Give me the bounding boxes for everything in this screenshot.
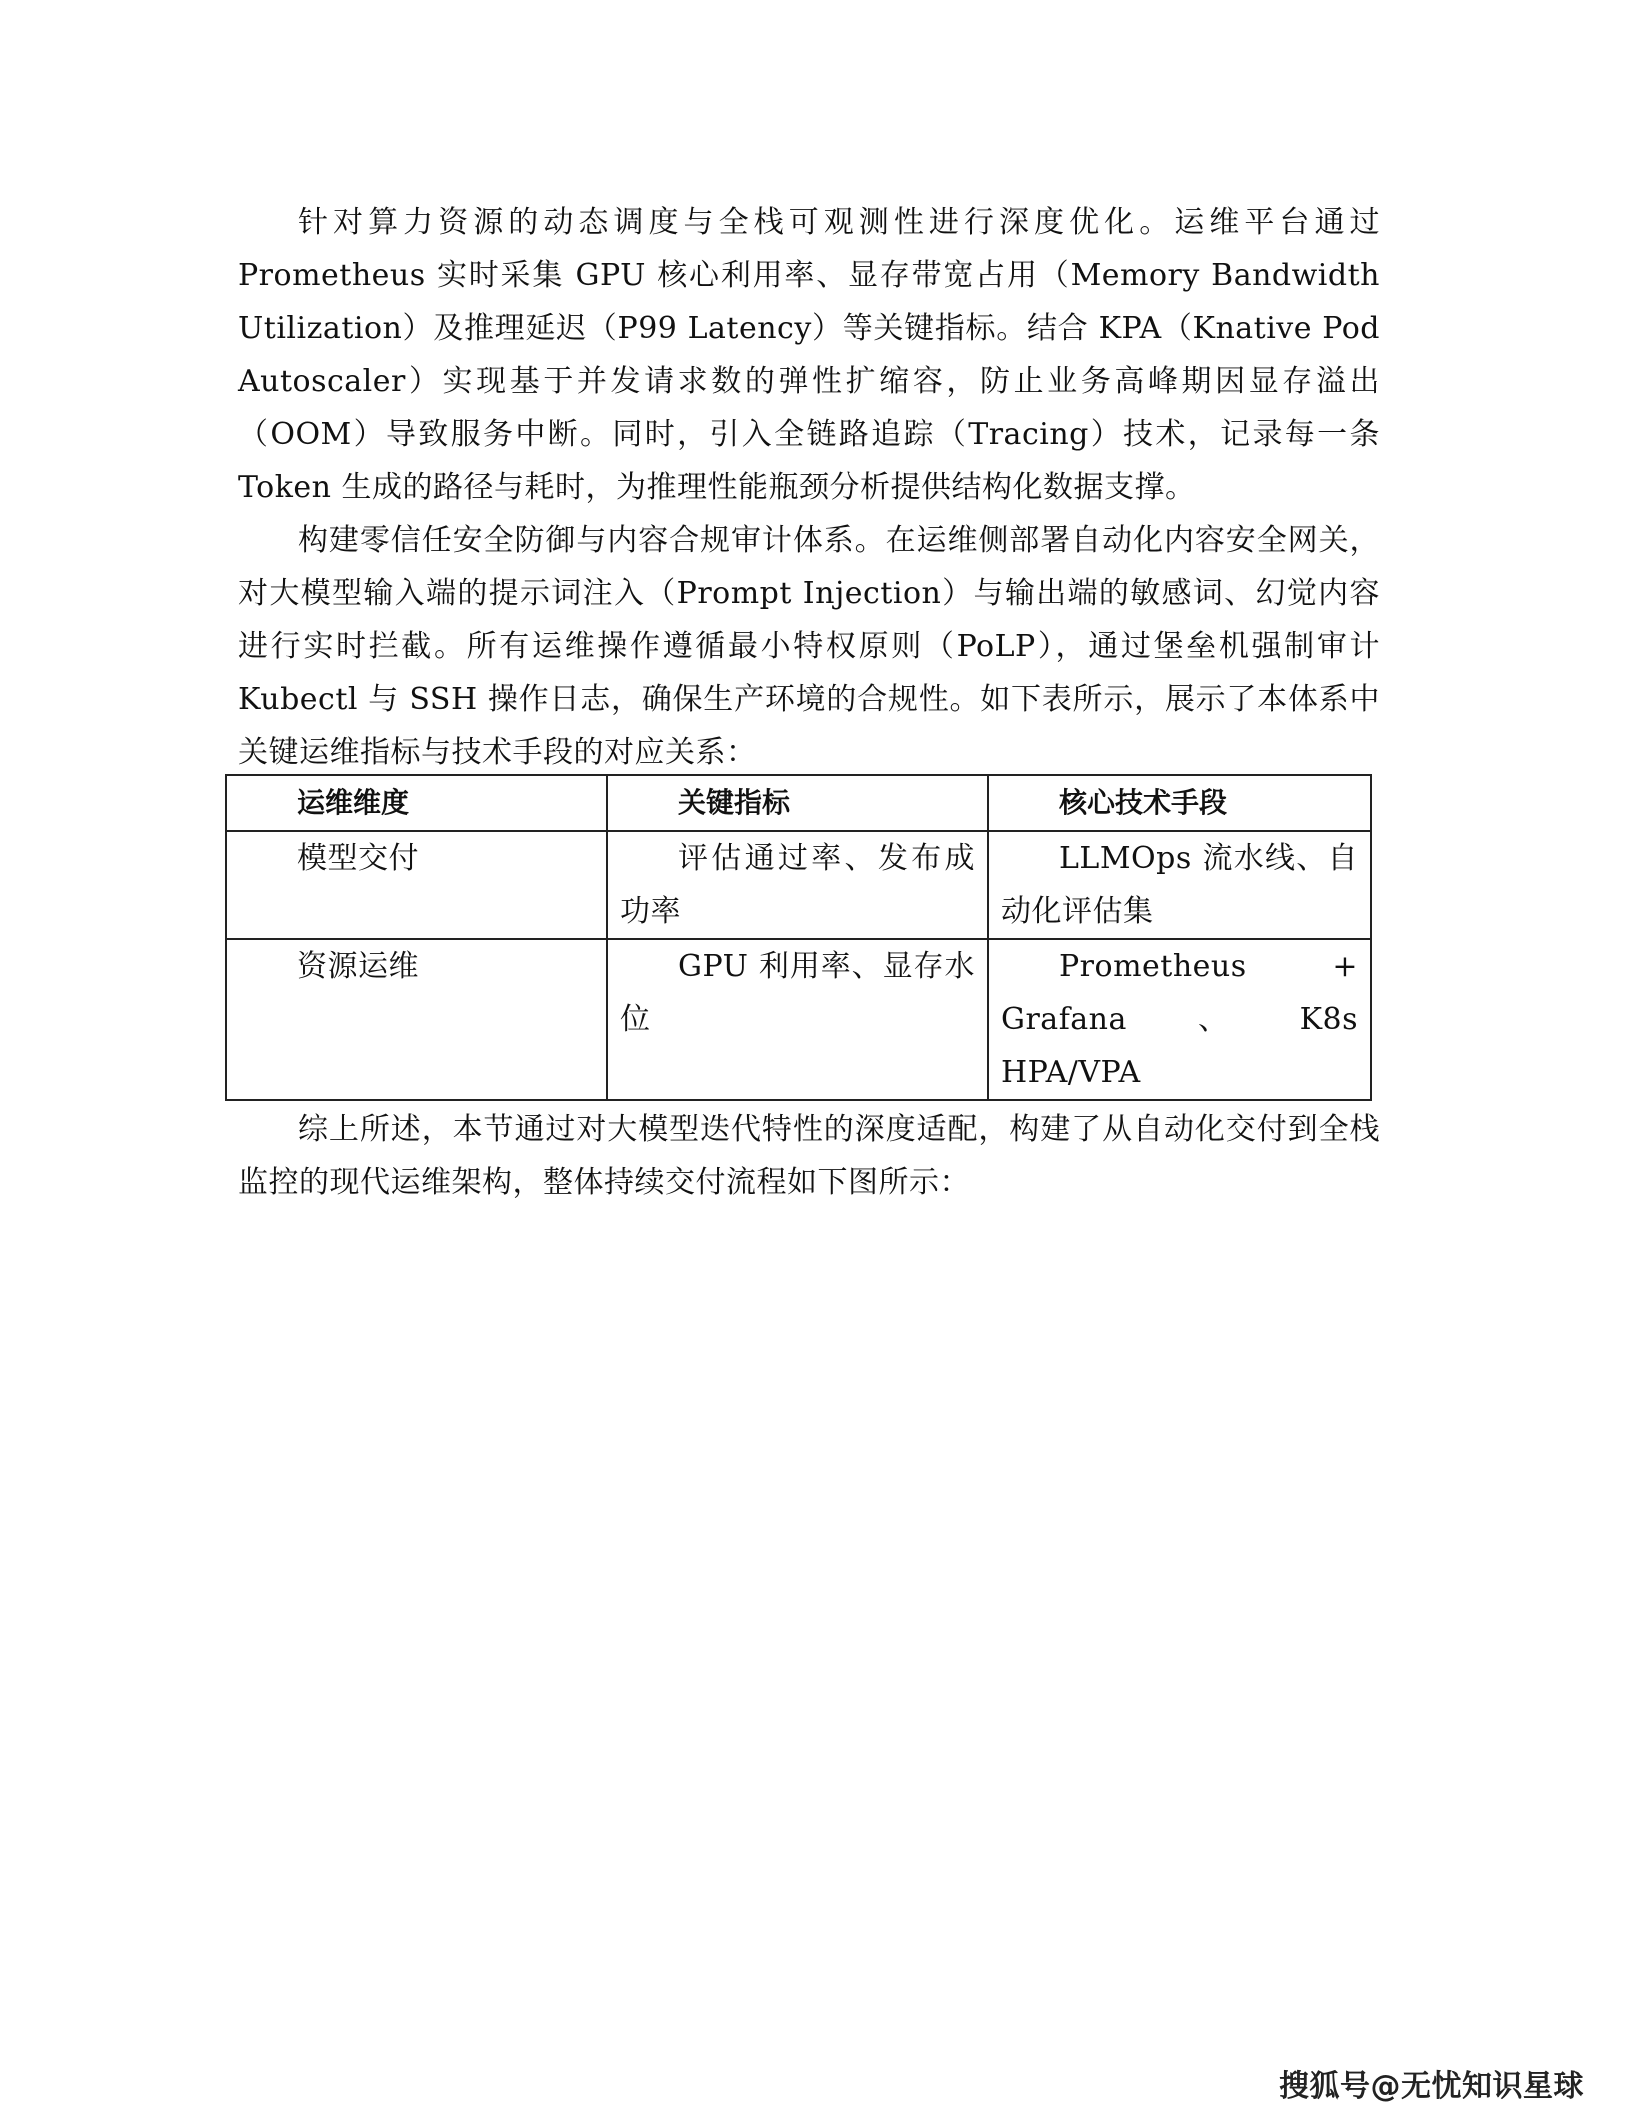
table-row [226, 939, 1371, 1100]
table-header-row [226, 775, 1371, 831]
paragraph-summary: 综上所述，本节通过对大模型迭代特性的深度适配，构建了从自动化交付到全栈监控的现代运维架构，整体持续交付流程如下图所示： [238, 1112, 1380, 1200]
paragraph-security: 构建零信任安全防御与内容合规审计体系。在运维侧部署自动化内容安全网关，对大模型输入端的提示词注入（Prompt Injection）与输出端的敏感词、幻觉内容进行实时拦截。所有运维操作遵循最小特权原则（PoLP），通过堡垒机强制审计 Kubectl 与 SSH 操作日志，确保生产环境的合规性。如下表所示，展示了本体系中关键运维指标与技术手段的对应关系： [238, 523, 1380, 770]
table-cell-dimension: 资源运维 [226, 939, 607, 1100]
table-cell-metric: 评估通过率、发布成功率 [607, 831, 988, 939]
table-header-metric: 关键指标 [607, 775, 988, 831]
watermark: 搜狐号@无忧知识星球 [1279, 2069, 1584, 2104]
paragraph-observability: 针对算力资源的动态调度与全栈可观测性进行深度优化。运维平台通过 Prometheus 实时采集 GPU 核心利用率、显存带宽占用（Memory Bandwidth Utilization）及推理延迟（P99 Latency）等关键指标。结合 KPA（Knative Pod Autoscaler）实现基于并发请求数的弹性扩缩容，防止业务高峰期因显存溢出（OOM）导致服务中断。同时，引入全链路追踪（Tracing）技术，记录每一条 Token 生成的路径与耗时，为推理性能瓶颈分析提供结构化数据支撑。 [238, 205, 1380, 505]
table-header-technique: 核心技术手段 [988, 775, 1371, 831]
table-cell-dimension: 模型交付 [226, 831, 607, 939]
table-cell-technique: Prometheus + Grafana、K8s HPA/VPA [988, 939, 1371, 1100]
table-row [226, 831, 1371, 939]
table-cell-technique: LLMOps 流水线、自动化评估集 [988, 831, 1371, 939]
table-header-dimension: 运维维度 [226, 775, 607, 831]
ops-metrics-table [225, 774, 1372, 1101]
table-cell-metric: GPU 利用率、显存水位 [607, 939, 988, 1100]
